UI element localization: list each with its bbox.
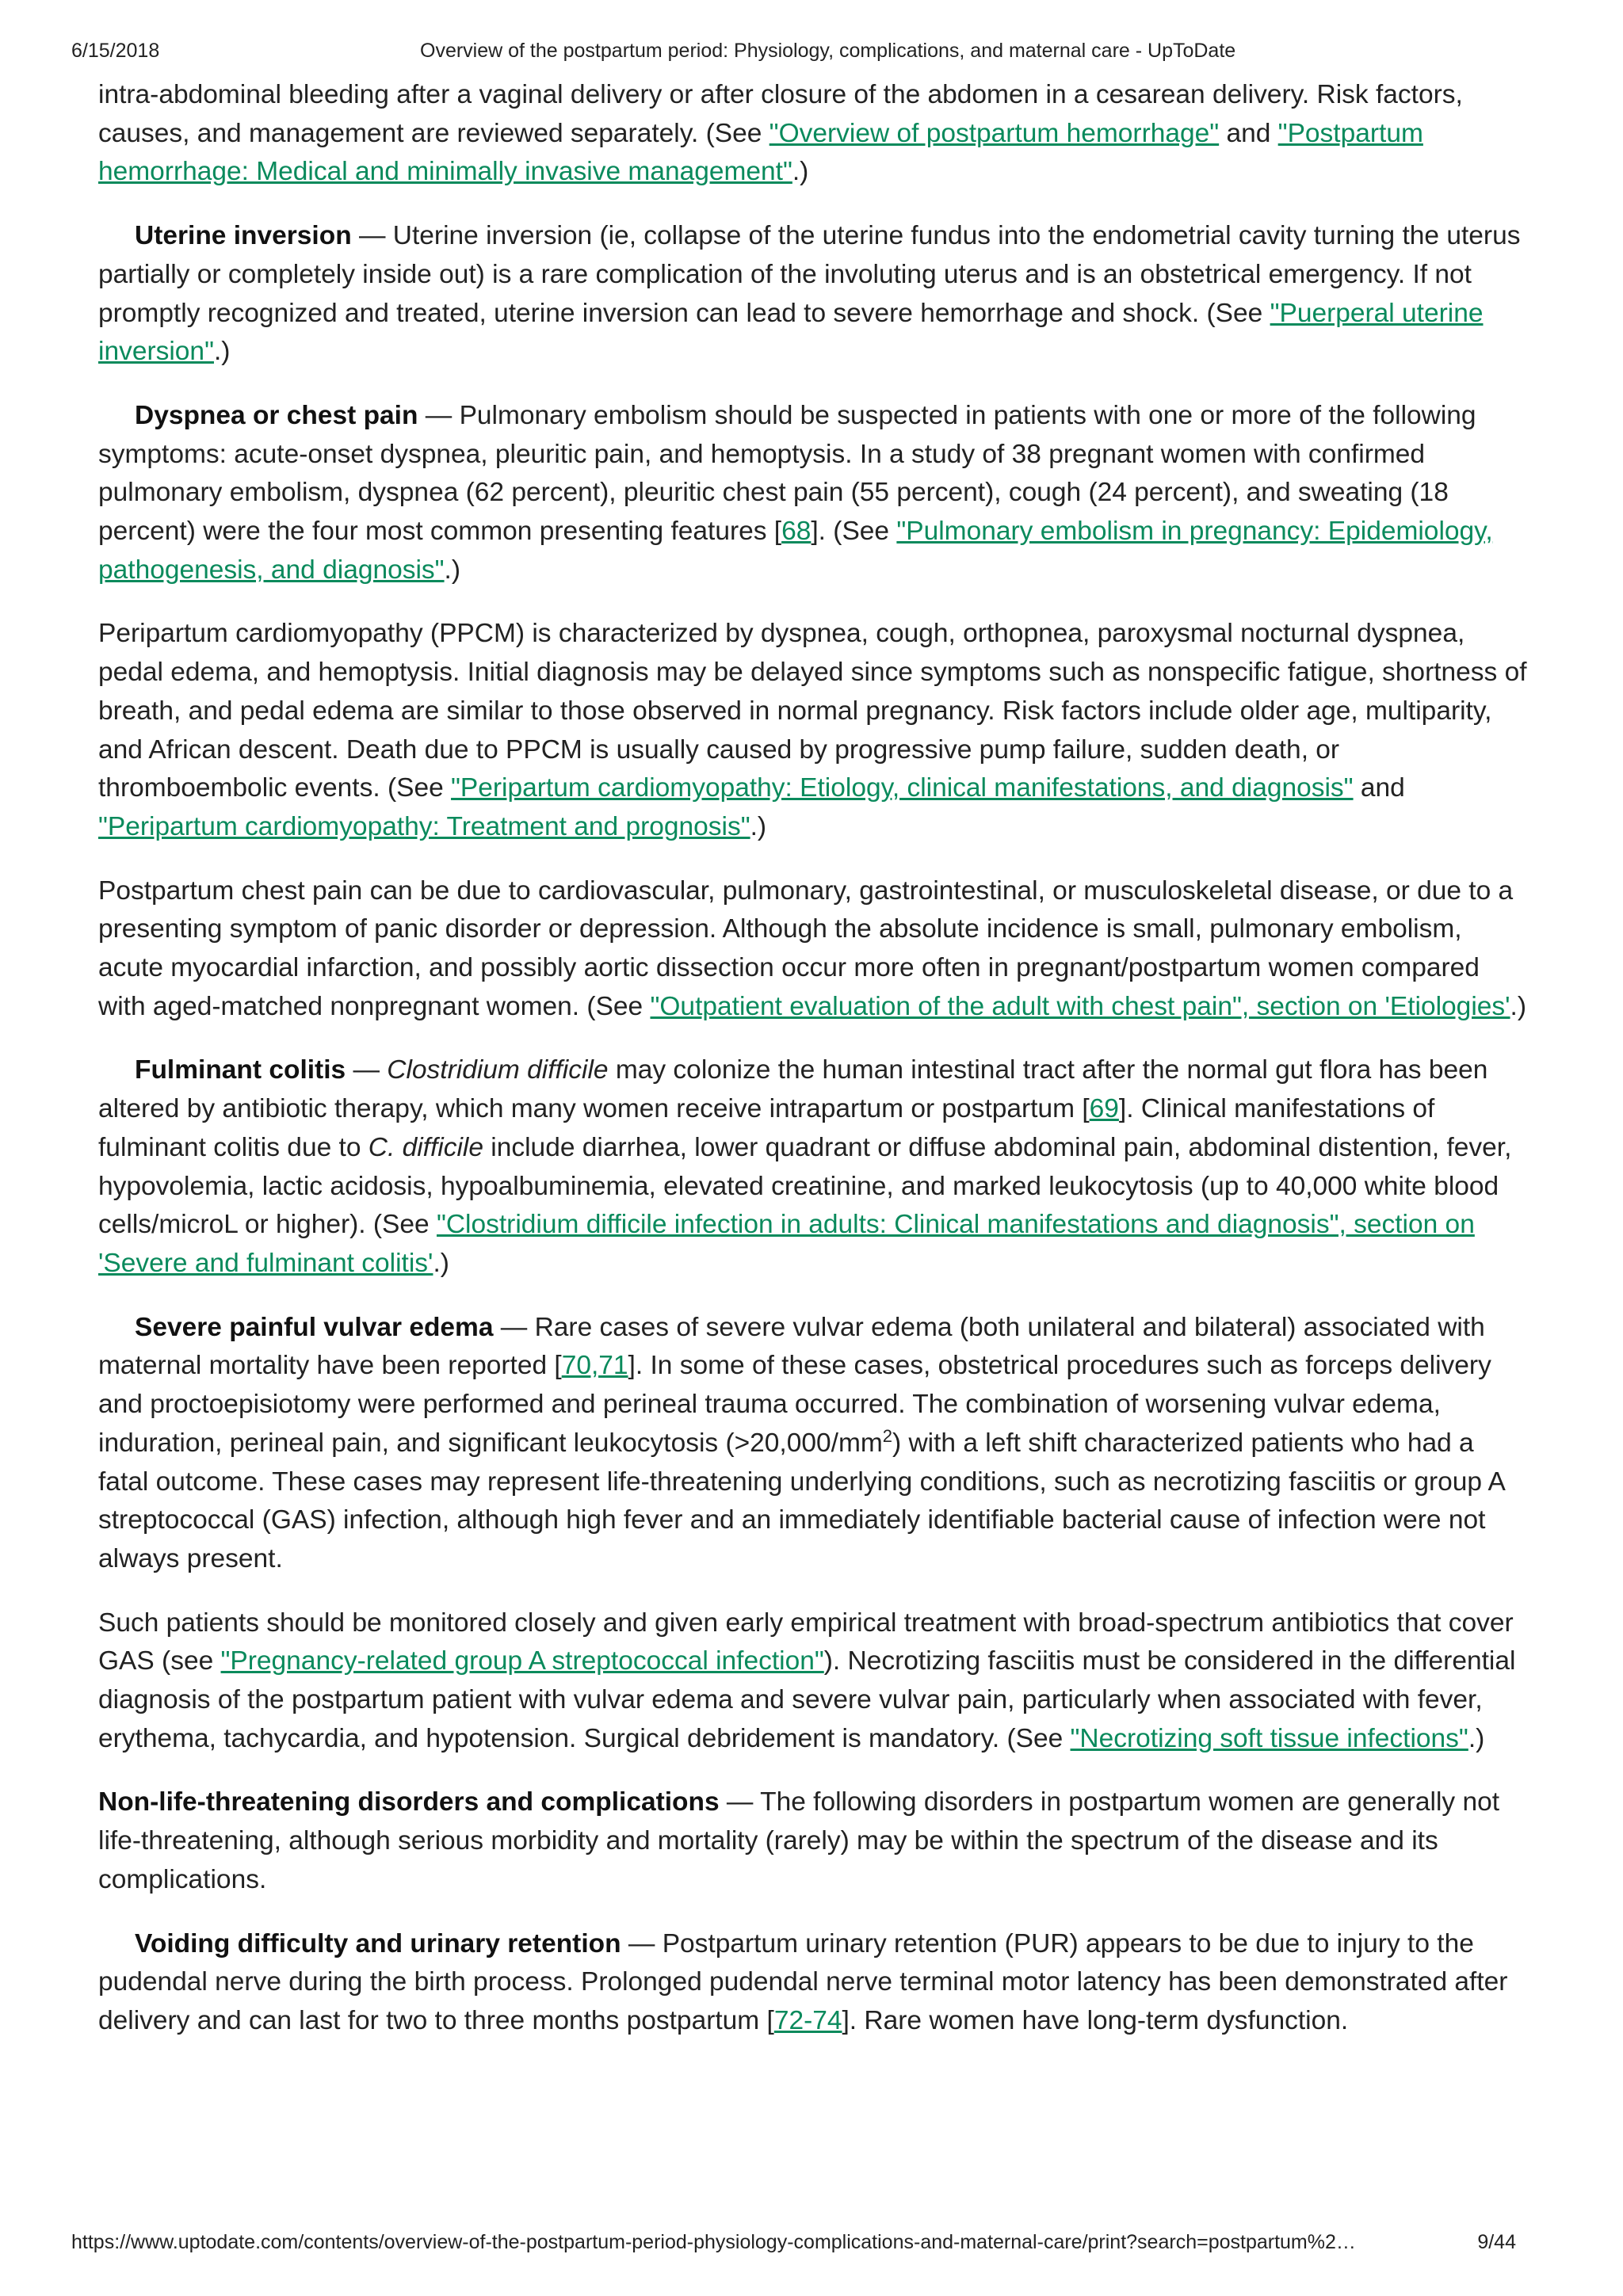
link-group-a-streptococcal[interactable]: "Pregnancy-related group A streptococcal infection" (220, 1646, 824, 1676)
print-footer (71, 2231, 1552, 2256)
heading-vulvar-edema: Severe painful vulvar edema (135, 1312, 494, 1342)
superscript: 2 (882, 1425, 893, 1446)
paragraph-text: Such patients should be monitored closely and given early empirical treatment with broad-spectrum antibiotics that cover GAS (see (98, 1608, 1514, 1676)
paragraph-hemorrhage-continued (98, 76, 1529, 192)
paragraph-text: Peripartum cardiomyopathy (PPCM) is characterized by dyspnea, cough, orthopnea, paroxysmal nocturnal dyspnea, pedal edema, and hemoptysis. Initial diagnosis may be delayed since symptoms such as nonspecific fatigue, shortness of breath, and pedal edema are similar to those observed in normal pregnancy. Risk factors include older age, multiparity, and African descent. Death due to PPCM is usually caused by progressive pump failure, sudden death, or thromboembolic events. (See (98, 619, 1527, 803)
link-pulmonary-embolism-pregnancy[interactable]: "Pulmonary embolism in pregnancy: Epidemiology, pathogenesis, and diagnosis" (98, 517, 1493, 585)
print-date: 6/15/2018 (71, 40, 160, 62)
link-puerperal-uterine-inversion[interactable]: "Puerperal uterine inversion" (98, 298, 1484, 367)
paragraph-text: ]. Rare women have long-term dysfunction. (842, 2005, 1349, 2035)
paragraph-text: ]. (See (811, 517, 897, 547)
heading-uterine-inversion: Uterine inversion (135, 221, 352, 251)
paragraph-text: — Rare cases of severe vulvar edema (both unilateral and bilateral) associated with maternal mortality have been reported [ (98, 1312, 1485, 1381)
paragraph-text: .) (1510, 991, 1527, 1021)
article-body (98, 76, 1529, 2066)
reference-link-69[interactable]: 69 (1089, 1094, 1119, 1124)
paragraph-text: .) (444, 555, 461, 585)
heading-non-life-threatening: Non-life-threatening disorders and complications (98, 1787, 720, 1817)
paragraph-fulminant-colitis (98, 1051, 1529, 1283)
paragraph-uterine-inversion (98, 217, 1529, 372)
italic-organism-name: Clostridium difficile (387, 1055, 609, 1085)
paragraph-text: .) (433, 1248, 449, 1278)
paragraph-text: — Postpartum urinary retention (PUR) appears to be due to injury to the pudendal nerve during the birth process. Prolonged pudendal nerve terminal motor latency has been demonstrated after delivery and can last for two to three months postpartum [ (98, 1928, 1508, 2035)
paragraph-text: .) (750, 811, 767, 841)
paragraph-dyspnea-chest-pain (98, 397, 1529, 590)
link-ppcm-etiology[interactable]: "Peripartum cardiomyopathy: Etiology, clinical manifestations, and diagnosis" (451, 773, 1354, 803)
heading-fulminant-colitis: Fulminant colitis (135, 1055, 346, 1085)
link-postpartum-hemorrhage-management[interactable]: "Postpartum hemorrhage: Medical and minimally invasive management" (98, 118, 1423, 187)
paragraph-text: ]. Clinical manifestations of fulminant colitis due to (98, 1094, 1435, 1162)
paragraph-text: — Pulmonary embolism should be suspected in patients with one or more of the following symptoms: acute-onset dyspnea, pleuritic pain, and hemoptysis. In a study of 38 pregnant women with confirmed pulmonary embolism, dyspnea (62 percent), pleuritic chest pain (55 percent), cough (24 percent), and sweating (18 percent) were the four most common presenting features [ (98, 400, 1476, 547)
paragraph-voiding-difficulty (98, 1925, 1529, 2041)
link-clostridium-difficile[interactable]: "Clostridium difficile infection in adults: Clinical manifestations and diagnosis", section on 'Severe and fulminant colitis' (98, 1210, 1475, 1278)
heading-dyspnea-chest-pain: Dyspnea or chest pain (135, 400, 418, 430)
paragraph-non-life-threatening (98, 1783, 1529, 1899)
paragraph-vulvar-edema (98, 1309, 1529, 1579)
link-ppcm-treatment[interactable]: "Peripartum cardiomyopathy: Treatment and prognosis" (98, 811, 750, 841)
italic-organism-abbrev: C. difficile (368, 1132, 483, 1162)
paragraph-text: .) (1468, 1723, 1485, 1753)
page-url: https://www.uptodate.com/contents/overview-of-the-postpartum-period-physiology-complications-and-maternal-care/print?search=postpartum%2… (71, 2231, 1356, 2253)
paragraph-text: ). Necrotizing fasciitis must be considered in the differential diagnosis of the postpartum patient with vulvar edema and severe vulvar pain, particularly when associated with fever, erythema, tachycardia, and hypotension. Surgical debridement is mandatory. (See (98, 1646, 1516, 1753)
paragraph-text: may colonize the human intestinal tract after the normal gut flora has been altered by antibiotic therapy, which many women receive intrapartum or postpartum [ (98, 1055, 1488, 1124)
paragraph-peripartum-cardiomyopathy (98, 615, 1529, 846)
paragraph-text: .) (213, 337, 231, 367)
paragraph-text: — The following disorders in postpartum women are generally not life-threatening, although serious morbidity and mortality (rarely) may be within the spectrum of the disease and its complications. (98, 1787, 1500, 1894)
paragraph-text: ) with a left shift characterized patients who had a fatal outcome. These cases may represent life-threatening underlying conditions, such as necrotizing fasciitis or group A streptococcal (GAS) infection, although high fever and an immediately identifiable bacterial cause of infection were not always present. (98, 1428, 1504, 1573)
paragraph-gas-treatment (98, 1604, 1529, 1759)
link-chest-pain-evaluation[interactable]: "Outpatient evaluation of the adult with chest pain", section on 'Etiologies' (650, 991, 1510, 1021)
paragraph-text: and (1219, 118, 1278, 148)
link-overview-postpartum-hemorrhage[interactable]: "Overview of postpartum hemorrhage" (769, 118, 1220, 148)
paragraph-text: and (1353, 773, 1405, 803)
link-necrotizing-soft-tissue[interactable]: "Necrotizing soft tissue infections" (1070, 1723, 1468, 1753)
print-header (71, 40, 1552, 65)
reference-link-70-71[interactable]: 70,71 (561, 1351, 628, 1381)
paragraph-text: .) (792, 157, 809, 187)
paragraph-text: Postpartum chest pain can be due to cardiovascular, pulmonary, gastrointestinal, or musculoskeletal disease, or due to a presenting symptom of panic disorder or depression. Although the absolute incidence is small, pulmonary embolism, acute myocardial infarction, and possibly aortic dissection occur more often in pregnant/postpartum women compared with aged-matched nonpregnant women. (See (98, 875, 1514, 1021)
paragraph-text: — (346, 1055, 388, 1085)
paragraph-text: intra-abdominal bleeding after a vaginal delivery or after closure of the abdomen in a cesarean delivery. Risk factors, causes, and management are reviewed separately. (See (98, 80, 1463, 148)
document-title: Overview of the postpartum period: Physiology, complications, and maternal care - UpToDate (420, 40, 1236, 62)
paragraph-postpartum-chest-pain (98, 872, 1529, 1027)
page-number: 9/44 (1477, 2231, 1516, 2253)
paragraph-text: — Uterine inversion (ie, collapse of the uterine fundus into the endometrial cavity turning the uterus partially or completely inside out) is a rare complication of the involuting uterus and is an obstetrical emergency. If not promptly recognized and treated, uterine inversion can lead to severe hemorrhage and shock. (See (98, 221, 1521, 328)
reference-link-72-74[interactable]: 72-74 (773, 2005, 842, 2035)
paragraph-text: include diarrhea, lower quadrant or diffuse abdominal pain, abdominal distention, fever, hypovolemia, lactic acidosis, hypoalbuminemia, elevated creatinine, and marked leukocytosis (up to 40,000 white blood cells/microL or higher). (See (98, 1132, 1512, 1240)
reference-link-68[interactable]: 68 (781, 517, 812, 547)
paragraph-text: ]. In some of these cases, obstetrical procedures such as forceps delivery and proctoepisiotomy were performed and perineal trauma occurred. The combination of worsening vulvar edema, induration, perineal pain, and significant leukocytosis (>20,000/mm (98, 1351, 1491, 1458)
heading-voiding-difficulty: Voiding difficulty and urinary retention (135, 1928, 621, 1958)
